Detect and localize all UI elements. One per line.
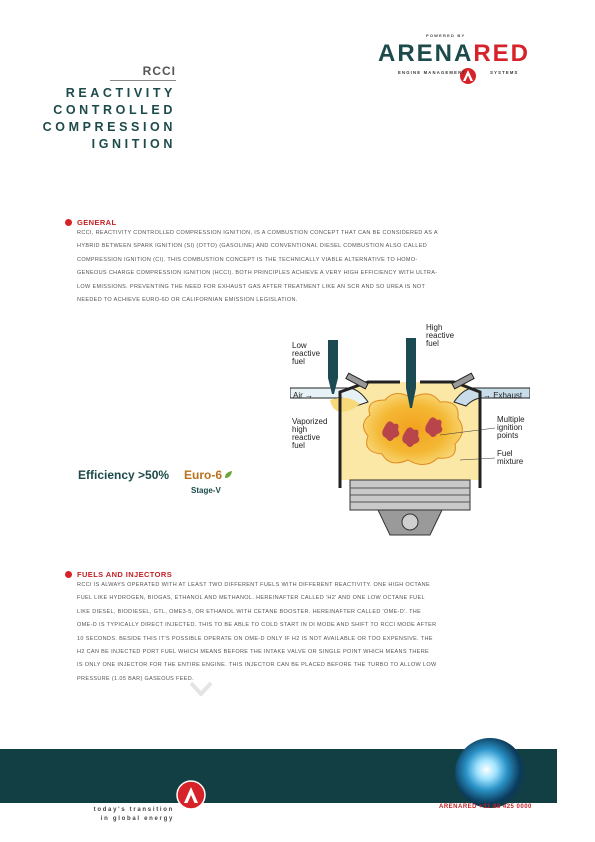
air-label: Air →: [293, 391, 313, 400]
exhaust-label: → Exhaust: [483, 391, 523, 400]
general-line: GENEOUS CHARGE COMPRESSION IGNITION (HCCI). BOTH PRINCIPLES ACHIEVE A VERY HIGH EFFICIENCY WITH ULTRA-: [77, 270, 438, 277]
high-reactive-injector: [406, 338, 416, 388]
title-line-3: COMPRESSION: [42, 120, 176, 134]
fuels-line: FUEL LIKE HYDROGEN, BIOGAS, ETHANOL AND METHANOL. HEREINAFTER CALLED 'H2' AND ONE LOW OCTANE FUEL: [77, 595, 425, 602]
label-line: fuel: [426, 339, 439, 348]
fuels-line: LIKE DIESEL, BIODIESEL, GTL, OME3-5, OR ETHANOL WITH CETANE BOOSTER. HEREINAFTER CALLED 'OME-D'. THE: [77, 608, 422, 615]
high-reactive-fuel-label: [426, 324, 454, 348]
tagline-line: today's transition: [93, 807, 174, 813]
fuels-line: PRESSURE (1.05 BAR) GASEOUS FEED.: [77, 675, 194, 682]
label-line: high: [292, 425, 308, 434]
general-line: NEEDED TO ACHIEVE EURO-6D OR CALIFORNIAN EMISSION LEGISLATION.: [77, 297, 298, 304]
general-line: HYBRID BETWEEN SPARK IGNITION (SI) (OTTO) (GASOLINE) AND CONVENTIONAL DIESEL COMBUSTION ALSO CALLED: [77, 243, 428, 250]
fuels-heading: FUELS AND INJECTORS: [77, 570, 173, 579]
fuels-line: 10 SECONDS. BESIDE THIS IT'S POSSIBLE OPERATE ON OME-D ONLY IF H2 IS NOT AVAILABLE OR TOO EXPENSIVE. THE: [77, 635, 433, 642]
leaf-icon: [223, 470, 233, 480]
label-line: mixture: [497, 457, 524, 466]
euro-6-label: Euro-6: [184, 468, 223, 482]
label-line: reactive: [426, 331, 455, 340]
ignition-points-label: [497, 416, 525, 440]
footer-tagline: [78, 806, 174, 824]
stage-v-label: Stage-V: [191, 486, 221, 495]
label-line: Fuel: [497, 449, 513, 458]
label-line: High: [426, 323, 443, 332]
footer-contact: ARENARED +31 88 425 0000: [439, 804, 532, 810]
label-line: Multiple: [497, 415, 525, 424]
fuels-paragraph: [77, 579, 514, 686]
fuels-line: IS ONLY ONE INJECTOR FOR THE ENTIRE ENGINE. THIS INJECTOR CAN BE PLACED BEFORE THE TURBO TO ALLOW LOW: [77, 662, 437, 669]
logo-text-arena: ARENA: [378, 40, 474, 67]
arenared-logo: [378, 42, 530, 66]
label-line: fuel: [292, 357, 305, 366]
footer-logo-emblem-icon: [176, 780, 206, 810]
label-line: fuel: [292, 441, 305, 450]
title-line-1: REACTIVITY: [65, 86, 176, 100]
chevron-watermark-icon: [190, 682, 212, 696]
powered-by-label: POWERED BY: [426, 33, 466, 38]
low-reactive-fuel-label: [292, 342, 320, 366]
logo-subtitle-right: SYSTEMS: [490, 70, 519, 75]
fuels-line: OME-D IS TYPICALLY DIRECT INJECTED. THIS TO BE ABLE TO COLD START IN DI MODE AND SHIFT TO RCCI MODE AFTER: [77, 622, 437, 629]
label-line: Vaporized: [292, 417, 328, 426]
label-line: ignition: [497, 423, 523, 432]
title-divider: [110, 80, 176, 81]
globe-icon: [455, 738, 525, 808]
label-line: points: [497, 431, 519, 440]
fuels-bullet-icon: [65, 571, 72, 578]
tagline-line: in global energy: [100, 816, 174, 822]
logo-subtitle-left: ENGINE MANAGEMENT: [398, 70, 467, 75]
logo-text-red: RED: [473, 40, 531, 67]
fuels-line: RCCI IS ALWAYS OPERATED WITH AT LEAST TWO DIFFERENT FUELS WITH DIFFERENT REACTIVITY. ONE HIGH OCTANE: [77, 582, 431, 588]
general-line: RCCI, REACTIVITY CONTROLLED COMPRESSION IGNITION, IS A COMBUSTION CONCEPT THAT CAN BE CONSIDERED AS A: [77, 230, 438, 236]
fuels-line: H2 CAN BE INJECTED PORT FUEL WHICH MEANS BEFORE THE INTAKE VALVE OR SINGLE POINT WHICH MEANS THERE: [77, 649, 430, 656]
general-paragraph: [77, 227, 514, 307]
label-line: reactive: [292, 433, 321, 442]
label-line: reactive: [292, 349, 321, 358]
title-line-2: CONTROLLED: [53, 103, 176, 117]
general-line: COMPRESSION IGNITION (CI). THIS COMBUSTION CONCEPT IS THE TECHNICALLY VIABLE ALTERNATIVE TO HOMO-: [77, 256, 418, 263]
vaporized-fuel-label: [292, 418, 327, 450]
logo-subtitle: [398, 70, 519, 75]
rcci-short-title: RCCI: [142, 64, 176, 78]
general-bullet-icon: [65, 219, 72, 226]
efficiency-label: Efficiency >50%: [78, 468, 170, 482]
general-heading: GENERAL: [77, 218, 117, 227]
low-reactive-injector: [328, 340, 338, 378]
title-line-4: IGNITION: [91, 137, 176, 151]
fuel-mixture-label: [497, 450, 523, 466]
label-line: Low: [292, 341, 307, 350]
general-line: LOW EMISSIONS. PREVENTING THE NEED FOR EXHAUST GAS AFTER TREATMENT LIKE AN SCR AND SO UREA IS NOT: [77, 283, 426, 290]
